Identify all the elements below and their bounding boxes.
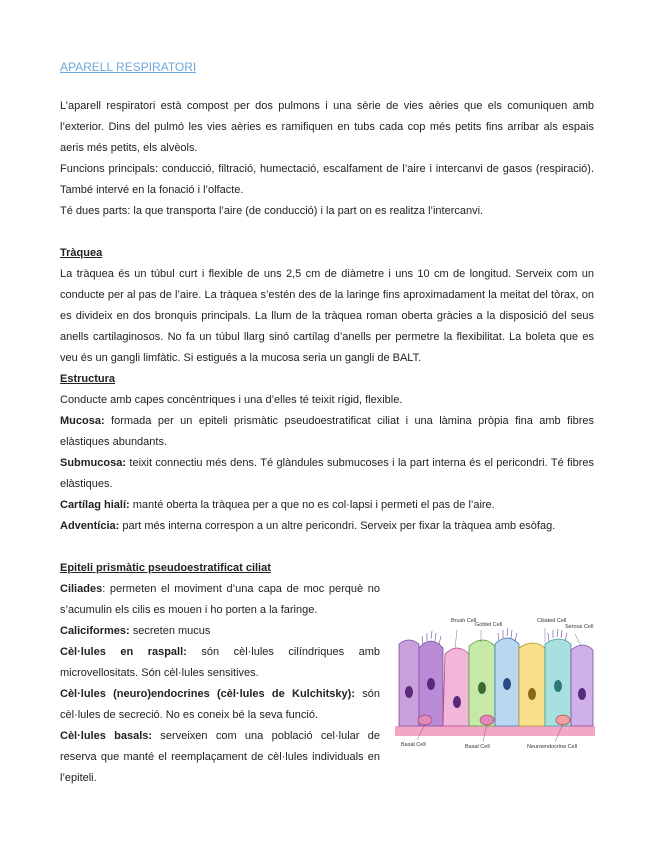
traquea-heading: Tràquea	[60, 247, 103, 259]
item-text: teixit connectiu més dens. Té glàndules submucoses i la part interna és el pericondri. Té fibres elàstiques.	[60, 457, 594, 490]
item-text: són cèl·lules de secreció. No es coneix bé la seva funció.	[60, 688, 380, 721]
epiteli-item-neuroendocrines	[60, 684, 380, 726]
neuroendocrine-cell-shape	[556, 715, 570, 725]
item-text: : permeten el moviment d’una capa de moc perquè no s’acumulin els cilis es mouen i ho porten a la faringe.	[60, 583, 380, 616]
estructura-intro: Conducte amb capes concèntriques i una d’elles té teixit rígid, flexible.	[60, 394, 403, 406]
epiteli-item-caliciformes	[60, 621, 380, 642]
item-term: Submucosa:	[60, 457, 127, 469]
cilia	[422, 628, 567, 644]
brush-cell-shape	[571, 645, 593, 726]
epithelium-diagram	[395, 614, 595, 754]
epiteli-item-raspall	[60, 642, 380, 684]
label-neuroendocrine-cell: Neuroendocrine Cell	[527, 744, 578, 750]
traquea-paragraph: La tràquea és un túbul curt i flexible de uns 2,5 cm de diàmetre i uns 10 cm de longitud. Serveix com un conducte per al pas de l’aire. La tràquea s’estén des de la laringe fins aproximadament la meitat del tòrax, on es divideix en dos bronquis principals. La llum de la tràquea roman oberta gràcies a la disposició del seus anells cartilaginosos. No fa un túbul llarg sinó cartílag d’anells per permetre la flexibilitat. La boleta que es veu és un gangli limfàtic. Si estigués a la mucosa seria un gangli de BALT.	[60, 268, 594, 364]
estructura-item-mucosa	[60, 411, 594, 453]
estructura-item-cartilag	[60, 495, 594, 516]
item-term: Cèl·lules en raspall:	[60, 646, 187, 658]
item-text: serveixen com una població cel·lular de reserva que manté el reemplaçament de cèl·lules individuals en l’epiteli.	[60, 730, 380, 784]
intro-paragraph-3: Té dues parts: la que transporta l’aire (de conducció) i la part on es realitza l’intercanvi.	[60, 205, 484, 217]
intro-paragraph-1: L’aparell respiratori està compost per dos pulmons i una sèrie de vies aèries que els comuniquen amb l’exterior. Dins del pulmó les vies aèries es ramifiquen en tubs cada cop més petits fins arribar als espais aeris més petits, els alvèols.	[60, 100, 594, 154]
item-text: part més interna correspon a un altre pericondri. Serveix per fixar la tràquea amb esòfag.	[119, 520, 556, 532]
basal-cell-shape	[480, 715, 494, 725]
basal-cell-shape	[418, 715, 432, 725]
document-title: APARELL RESPIRATORI	[60, 60, 197, 74]
spacer	[60, 222, 594, 243]
label-brush-cell: Brush Cell	[451, 618, 477, 624]
item-text: manté oberta la tràquea per a que no es col·lapsi i permeti el pas de l’aire.	[129, 499, 495, 511]
epiteli-item-basals	[60, 726, 380, 789]
estructura-heading: Estructura	[60, 373, 116, 385]
estructura-item-adventicia	[60, 516, 594, 537]
item-text: formada per un epiteli prismàtic pseudoestratificat ciliat i una làmina pròpia fina amb fibres elàstiques abundants.	[60, 415, 594, 448]
label-goblet-cell: Goblet Cell	[475, 622, 503, 628]
document-content	[60, 60, 594, 789]
item-term: Ciliades	[60, 583, 103, 595]
epiteli-text-column	[60, 579, 380, 789]
spacer	[60, 537, 594, 558]
item-text: són cèl·lules cilíndriques amb microvellositats. Són cèl·lules sensitives.	[60, 646, 380, 679]
label-basal-cell-1: Basal Cell	[401, 742, 426, 748]
serous-cell-shape	[519, 643, 545, 726]
label-serous-cell: Serous Cell	[565, 624, 594, 630]
item-text: secreten mucus	[129, 625, 211, 637]
item-term: Cartílag hialí:	[60, 499, 130, 511]
basement-membrane	[395, 726, 595, 736]
epiteli-section	[60, 558, 594, 789]
estructura-item-submucosa	[60, 453, 594, 495]
item-term: Caliciformes:	[60, 625, 130, 637]
intro-paragraph-2: Funcions principals: conducció, filtració, humectació, escalfament de l’aire i intercanvi de gasos (respiració). També intervé en la fonació i l’olfacte.	[60, 163, 594, 196]
brush-cell-shape	[399, 640, 419, 726]
label-basal-cell-2: Basal Cell	[465, 744, 490, 750]
epiteli-heading: Epiteli prismàtic pseudoestratificat ciliat	[60, 562, 271, 574]
epithelium-illustration	[395, 614, 595, 754]
epiteli-item-ciliades	[60, 579, 380, 621]
label-ciliated-cell: Ciliated Cell	[537, 618, 567, 624]
item-term: Mucosa:	[60, 415, 105, 427]
item-term: Cèl·lules basals:	[60, 730, 153, 742]
item-term: Cèl·lules (neuro)endocrines (cèl·lules de Kulchitsky):	[60, 688, 355, 700]
goblet-cell-shape	[443, 648, 469, 726]
item-term: Adventícia:	[60, 520, 120, 532]
